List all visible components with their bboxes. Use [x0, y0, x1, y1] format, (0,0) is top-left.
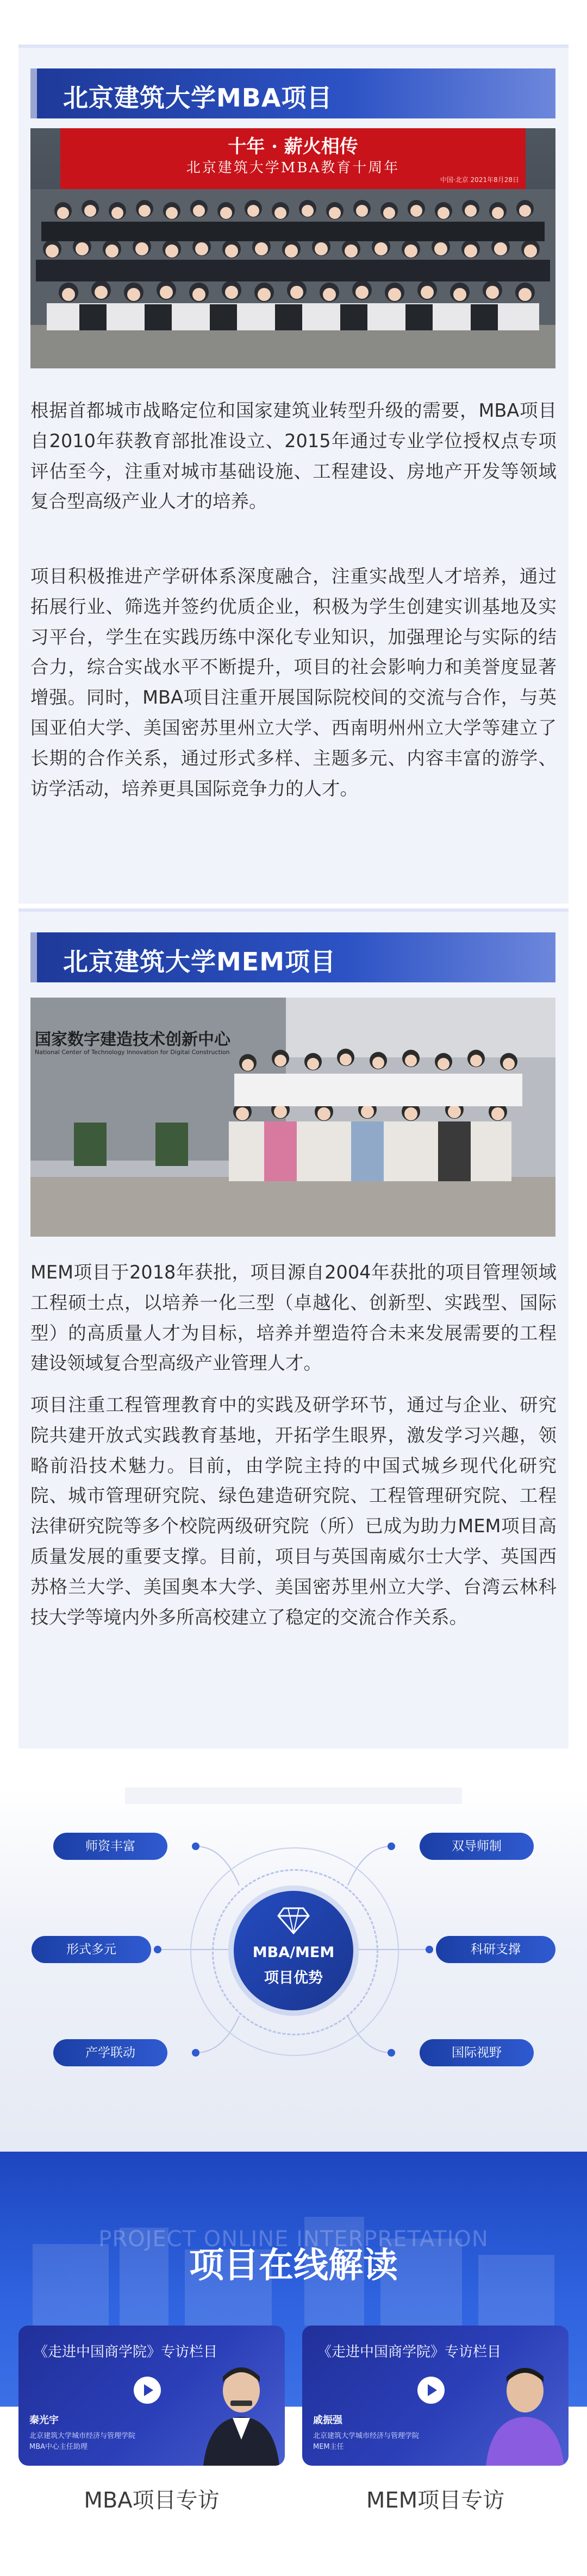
play-icon[interactable] [417, 2377, 445, 2404]
interviewee-name: 秦光宇 [29, 2415, 59, 2426]
advantage-tag-research: 科研支撑 [436, 1936, 555, 1963]
advantage-tag-faculty: 师资丰富 [53, 1833, 167, 1860]
interviewee-portrait [198, 2358, 285, 2466]
connector-dot [388, 2049, 395, 2057]
video-caption-mba[interactable]: MBA项目专访 [84, 2488, 220, 2513]
center-label-2: 项目优势 [264, 1970, 323, 1986]
advantages-section [0, 1788, 587, 2152]
mba-paragraph-1: 根据首都城市战略定位和国家建筑业转型升级的需要，MBA项目自2010年获教育部批准设立、2015年通过专业学位授权点专项评估至今，注重对城市基础设施、工程建设、房地产开发等领域复合型高级产业人才的培养。 [30, 400, 557, 512]
mem-group-photo [30, 998, 555, 1237]
interviewee-title-2: MBA中心主任助理 [29, 2443, 88, 2451]
advantage-tag-industry-link: 产学联动 [53, 2039, 167, 2066]
advantage-tag-diverse-forms: 形式多元 [32, 1936, 151, 1963]
mem-section [18, 908, 569, 1748]
online-interpretation-section [0, 2152, 587, 2576]
mem-building-sign: 国家数字建造技术创新中心 [35, 1030, 230, 1049]
mba-section-header [30, 68, 555, 118]
interviewee-title-1: 北京建筑大学城市经济与管理学院 [29, 2432, 136, 2440]
banner-date: 中国·北京 2021年8月28日 [440, 176, 519, 184]
banner-line-1: 十年 · 薪火相传 [228, 136, 358, 158]
center-label-1: MBA/MEM [252, 1944, 335, 1961]
advantage-tag-global-view: 国际视野 [420, 2039, 534, 2066]
mem-section-title: 北京建筑大学MEM项目 [63, 947, 336, 976]
mba-anniversary-banner [60, 128, 526, 189]
interviewee-name: 戚振强 [313, 2415, 342, 2426]
advantage-tag-dual-mentor: 双导师制 [420, 1833, 534, 1860]
mba-paragraph-2: 项目积极推进产学研体系深度融合，注重实战型人才培养，通过拓展行业、筛选并签约优质企业，积极为学生创建实训基地及实习平台，学生在实践历练中深化专业知识，加强理论与实际的结合力，综合实战水平不断提升，项目的社会影响力和美誉度显著增强。同时，MBA项目注重开展国际院校间的交流与合作，与英国亚伯大学、美国密苏里州立大学、西南明州州立大学等建立了长期的合作关系，通过形式多样、主题多元、内容丰富的游学、访学活动，培养更具国际竞争力的人才。 [30, 566, 557, 799]
connector-dot [426, 1946, 433, 1953]
banner-line-2: 北京建筑大学MBA教育十周年 [186, 160, 400, 176]
mem-section-header [30, 932, 555, 982]
connector-dot [192, 2049, 199, 2057]
mem-building-sign-en: National Center of Technology Innovation for Digital Construction [35, 1049, 230, 1056]
advantages-center-circle [234, 1891, 353, 2010]
mem-paragraph-1: MEM项目于2018年获批，项目源自2004年获批的项目管理领域工程硕士点，以培养一化三型（卓越化、创新型、实践型、国际型）的高质量人才为目标，培养并塑造符合未来发展需要的工程建设领域复合型高级产业管理人才。 [30, 1262, 557, 1374]
video-card-mba[interactable] [18, 2326, 285, 2466]
video-banner-text: 《走进中国商学院》专访栏目 [34, 2344, 218, 2360]
connector-dot [192, 1842, 199, 1850]
mba-section-title: 北京建筑大学MBA项目 [63, 83, 333, 112]
connector-dot [388, 1842, 395, 1850]
interviewee-title-1: 北京建筑大学城市经济与管理学院 [313, 2432, 420, 2440]
mba-section [18, 45, 569, 904]
play-icon[interactable] [134, 2377, 161, 2404]
mba-people-illustration [30, 189, 555, 368]
interviewee-portrait [482, 2358, 569, 2466]
mba-group-photo [30, 128, 555, 368]
connector-dot [154, 1946, 161, 1953]
online-section-title: 项目在线解读 [189, 2246, 398, 2286]
video-card-mem[interactable] [302, 2326, 569, 2466]
video-banner-text: 《走进中国商学院》专访栏目 [317, 2344, 502, 2360]
online-bg-text: PROJECT ONLINE INTERPRETATION [98, 2227, 489, 2252]
mem-paragraph-2: 项目注重工程管理教育中的实践及研学环节，通过与企业、研究院共建开放式实践教育基地，开拓学生眼界，激发学习兴趣，领略前沿技术魅力。目前，由学院主持的中国式城乡现代化研究院、城市管理研究院、绿色建造研究院、工程管理研究院、工程法律研究院等多个校院两级研究院（所）已成为助力MEM项目高质量发展的重要支撑。目前，项目与英国南威尔士大学、英国西苏格兰大学、美国奥本大学、美国密苏里州立大学、台湾云林科技大学等境内外多所高校建立了稳定的交流合作关系。 [30, 1394, 557, 1628]
video-caption-mem[interactable]: MEM项目专访 [366, 2488, 505, 2513]
diamond-icon [277, 1907, 310, 1934]
interviewee-title-2: MEM主任 [313, 2443, 344, 2451]
